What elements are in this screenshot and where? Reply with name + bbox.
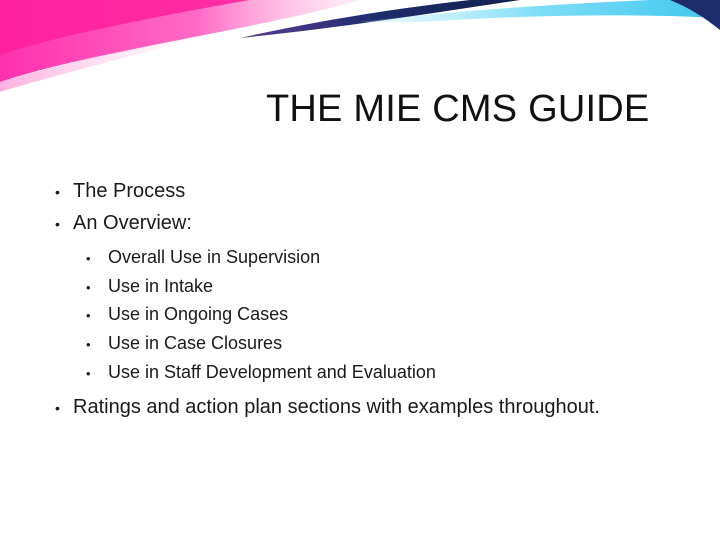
sub-bullet-item — [86, 244, 695, 273]
sub-bullet-item — [86, 359, 695, 388]
sub-bullet-text: Overall Use in Supervision — [108, 247, 321, 267]
bullet-glyph: • — [86, 279, 91, 295]
bullet-glyph: • — [86, 308, 91, 324]
bullet-text: The Process — [73, 180, 186, 202]
top-ribbon-decoration — [0, 0, 720, 100]
bullet-glyph: • — [86, 365, 91, 381]
sub-bullet-item — [86, 273, 695, 302]
bullet-glyph: • — [55, 216, 60, 232]
slide-content — [55, 176, 695, 424]
bullet-glyph: • — [55, 184, 60, 200]
sub-bullet-text: Use in Intake — [108, 275, 214, 296]
bullet-glyph: • — [86, 337, 91, 353]
bullet-item — [55, 208, 695, 240]
bullet-glyph: • — [86, 251, 91, 266]
bullet-item — [55, 392, 695, 424]
bullet-item — [55, 176, 695, 208]
slide-title: THE MIE CMS GUIDE — [266, 88, 650, 130]
sub-bullet-text: Use in Case Closures — [108, 333, 283, 354]
sub-bullet-item — [86, 330, 695, 359]
bullet-text: An Overview: — [73, 212, 192, 234]
bullet-text: Ratings and action plan sections with examples throughout. — [73, 395, 600, 418]
sub-bullet-text: Use in Staff Development and Evaluation — [108, 361, 436, 382]
sub-bullet-list — [86, 244, 695, 388]
sub-bullet-item — [86, 301, 695, 330]
bullet-glyph: • — [55, 399, 60, 416]
sub-bullet-text: Use in Ongoing Cases — [108, 304, 289, 325]
